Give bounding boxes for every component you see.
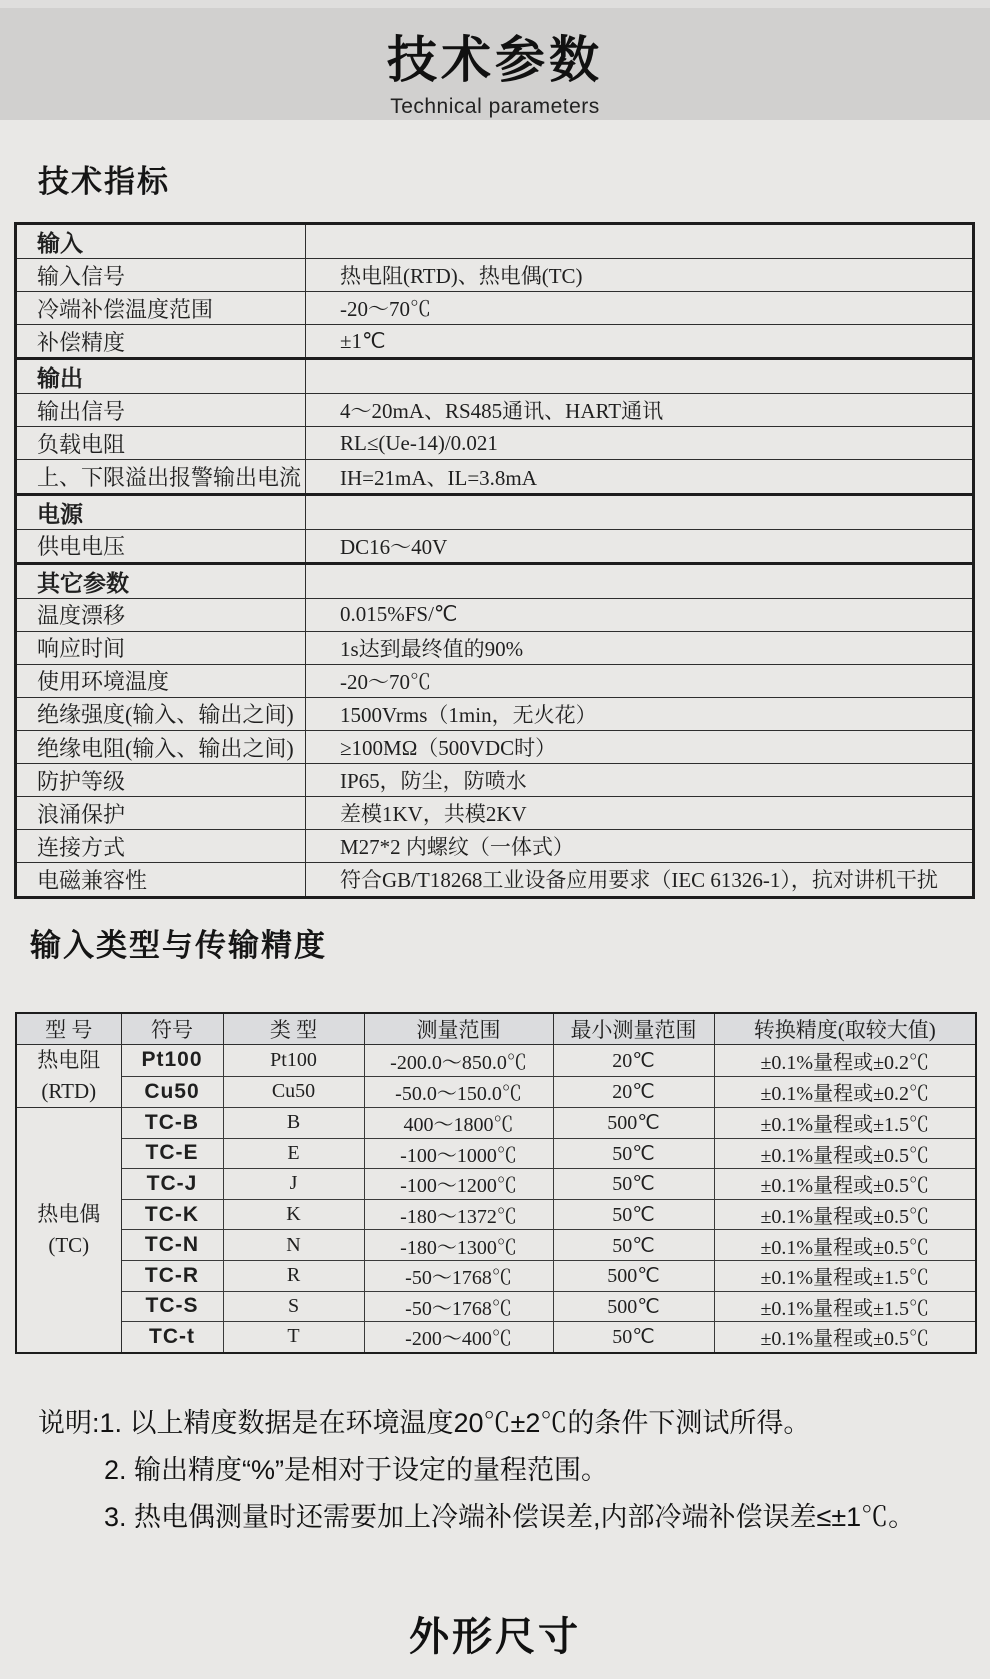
spec-label-cell: 输出信号 <box>16 394 306 427</box>
spec-label-cell: 补偿精度 <box>16 325 306 359</box>
types-range-cell: -50～1768℃ <box>364 1260 553 1291</box>
spec-row <box>16 764 974 797</box>
types-type-cell: K <box>223 1199 364 1230</box>
spec-value-cell: 符合GB/T18268工业设备应用要求（IEC 61326-1），抗对讲机干扰 <box>306 863 974 897</box>
types-min-cell: 50℃ <box>553 1322 714 1353</box>
spec-label-cell: 绝缘电阻(输入、输出之间) <box>16 731 306 764</box>
types-min-cell: 50℃ <box>553 1169 714 1200</box>
types-accuracy-cell: ±0.1%量程或±1.5℃ <box>714 1260 976 1291</box>
types-min-cell: 500℃ <box>553 1260 714 1291</box>
spec-label-cell: 绝缘强度(输入、输出之间) <box>16 697 306 730</box>
spec-label-cell: 输入 <box>16 224 306 259</box>
spec-table <box>14 222 975 899</box>
types-row <box>16 1169 976 1200</box>
types-range-cell: -100～1200℃ <box>364 1169 553 1200</box>
types-min-cell: 500℃ <box>553 1108 714 1139</box>
spec-value-cell: 热电阻(RTD)、热电偶(TC) <box>306 259 974 292</box>
types-accuracy-cell: ±0.1%量程或±0.5℃ <box>714 1169 976 1200</box>
types-min-cell: 50℃ <box>553 1138 714 1169</box>
top-strip <box>0 0 990 8</box>
types-symbol-cell: Cu50 <box>121 1076 223 1108</box>
types-range-cell: -200.0～850.0℃ <box>364 1045 553 1077</box>
spec-row <box>16 830 974 863</box>
types-symbol-cell: TC-K <box>121 1199 223 1230</box>
types-header-cell: 型 号 <box>16 1013 121 1045</box>
spec-label-cell: 输出 <box>16 359 306 394</box>
types-type-cell: T <box>223 1322 364 1353</box>
types-type-cell: J <box>223 1169 364 1200</box>
types-row <box>16 1291 976 1322</box>
types-row <box>16 1260 976 1291</box>
spec-value-cell: 4～20mA、RS485通讯、HART通讯 <box>306 394 974 427</box>
spec-row <box>16 863 974 897</box>
spec-value-cell: -20～70℃ <box>306 664 974 697</box>
spec-value-cell: -20～70℃ <box>306 292 974 325</box>
spec-label-cell: 上、下限溢出报警输出电流 <box>16 460 306 494</box>
types-header-cell: 转换精度(取较大值) <box>714 1013 976 1045</box>
types-model-line: 热电阻 <box>37 1048 101 1072</box>
spec-row <box>16 529 974 563</box>
types-symbol-cell: TC-E <box>121 1138 223 1169</box>
types-header-cell: 符号 <box>121 1013 223 1045</box>
spec-row <box>16 664 974 697</box>
footer-heading-dimensions: 外形尺寸 <box>409 1615 581 1659</box>
spec-label-cell: 电源 <box>16 494 306 529</box>
types-row <box>16 1108 976 1139</box>
spec-group-row <box>16 494 974 529</box>
types-min-cell: 500℃ <box>553 1291 714 1322</box>
types-type-cell: E <box>223 1138 364 1169</box>
spec-group-row <box>16 359 974 394</box>
types-symbol-cell: Pt100 <box>121 1045 223 1077</box>
spec-value-cell: 0.015%FS/℃ <box>306 598 974 631</box>
types-accuracy-cell: ±0.1%量程或±1.5℃ <box>714 1108 976 1139</box>
types-accuracy-cell: ±0.1%量程或±0.5℃ <box>714 1199 976 1230</box>
types-header-row <box>16 1013 976 1045</box>
spec-row <box>16 697 974 730</box>
spec-label-cell: 其它参数 <box>16 563 306 598</box>
types-range-cell: -50.0～150.0℃ <box>364 1076 553 1108</box>
section-heading-tech-specs: 技术指标 <box>38 164 170 199</box>
spec-row <box>16 460 974 494</box>
note-line: 2. 输出精度“%”是相对于设定的量程范围。 <box>104 1455 609 1485</box>
spec-label-cell: 响应时间 <box>16 631 306 664</box>
types-model-line: 热电偶 <box>37 1201 101 1226</box>
types-min-cell: 50℃ <box>553 1230 714 1261</box>
spec-label-cell: 温度漂移 <box>16 598 306 631</box>
spec-row <box>16 631 974 664</box>
spec-value-cell: IH=21mA、IL=3.8mA <box>306 460 974 494</box>
types-model-line: (TC) <box>48 1232 90 1257</box>
types-range-cell: -180～1300℃ <box>364 1230 553 1261</box>
notes-block <box>38 1400 948 1541</box>
types-type-cell: N <box>223 1230 364 1261</box>
types-type-cell: Pt100 <box>223 1045 364 1077</box>
types-header-cell: 最小测量范围 <box>553 1013 714 1045</box>
spec-row <box>16 394 974 427</box>
types-symbol-cell: TC-t <box>121 1322 223 1353</box>
types-symbol-cell: TC-B <box>121 1108 223 1139</box>
types-type-cell: S <box>223 1291 364 1322</box>
page-title: 技术参数 <box>387 32 603 88</box>
types-accuracy-cell: ±0.1%量程或±0.5℃ <box>714 1138 976 1169</box>
spec-label-cell: 使用环境温度 <box>16 664 306 697</box>
spec-value-cell <box>306 494 974 529</box>
spec-row <box>16 292 974 325</box>
spec-label-cell: 防护等级 <box>16 764 306 797</box>
title-banner <box>0 8 990 120</box>
spec-value-cell <box>306 563 974 598</box>
types-symbol-cell: TC-N <box>121 1230 223 1261</box>
input-types-table <box>15 1012 977 1354</box>
types-range-cell: -50～1768℃ <box>364 1291 553 1322</box>
spec-value-cell: 1s达到最终值的90% <box>306 631 974 664</box>
types-type-cell: B <box>223 1108 364 1139</box>
types-range-cell: -180～1372℃ <box>364 1199 553 1230</box>
section-heading-input-types: 输入类型与传输精度 <box>30 928 327 963</box>
types-accuracy-cell: ±0.1%量程或±0.2℃ <box>714 1045 976 1077</box>
types-accuracy-cell: ±0.1%量程或±1.5℃ <box>714 1291 976 1322</box>
spec-value-cell: 1500Vrms（1min，无火花） <box>306 697 974 730</box>
spec-value-cell: IP65，防尘，防喷水 <box>306 764 974 797</box>
spec-label-cell: 供电电压 <box>16 529 306 563</box>
types-row <box>16 1230 976 1261</box>
spec-row <box>16 731 974 764</box>
spec-group-row <box>16 563 974 598</box>
types-model-cell <box>16 1045 121 1108</box>
types-model-cell <box>16 1108 121 1353</box>
spec-row <box>16 797 974 830</box>
spec-value-cell: RL≤(Ue-14)/0.021 <box>306 427 974 460</box>
spec-label-cell: 冷端补偿温度范围 <box>16 292 306 325</box>
spec-label-cell: 连接方式 <box>16 830 306 863</box>
types-range-cell: 400～1800℃ <box>364 1108 553 1139</box>
spec-value-cell: ±1℃ <box>306 325 974 359</box>
spec-row <box>16 598 974 631</box>
types-symbol-cell: TC-S <box>121 1291 223 1322</box>
spec-label-cell: 输入信号 <box>16 259 306 292</box>
spec-row <box>16 259 974 292</box>
types-symbol-cell: TC-J <box>121 1169 223 1200</box>
spec-value-cell: DC16～40V <box>306 529 974 563</box>
types-accuracy-cell: ±0.1%量程或±0.2℃ <box>714 1076 976 1108</box>
types-row <box>16 1199 976 1230</box>
spec-label-cell: 负载电阻 <box>16 427 306 460</box>
types-row <box>16 1045 976 1077</box>
types-min-cell: 20℃ <box>553 1045 714 1077</box>
spec-row <box>16 325 974 359</box>
spec-row <box>16 427 974 460</box>
note-line: 说明:1. 以上精度数据是在环境温度20℃±2℃的条件下测试所得。 <box>38 1408 811 1438</box>
spec-value-cell: 差模1KV，共模2KV <box>306 797 974 830</box>
types-type-cell: Cu50 <box>223 1076 364 1108</box>
spec-value-cell: ≥100MΩ（500VDC时） <box>306 731 974 764</box>
types-min-cell: 20℃ <box>553 1076 714 1108</box>
spec-label-cell: 浪涌保护 <box>16 797 306 830</box>
spec-value-cell: M27*2 内螺纹（一体式） <box>306 830 974 863</box>
types-range-cell: -200～400℃ <box>364 1322 553 1353</box>
types-row <box>16 1138 976 1169</box>
spec-value-cell <box>306 359 974 394</box>
types-range-cell: -100～1000℃ <box>364 1138 553 1169</box>
spec-label-cell: 电磁兼容性 <box>16 863 306 897</box>
types-symbol-cell: TC-R <box>121 1260 223 1291</box>
notes-list <box>38 1400 948 1541</box>
types-header-cell: 类 型 <box>223 1013 364 1045</box>
note-line: 3. 热电偶测量时还需要加上冷端补偿误差,内部冷端补偿误差≤±1℃。 <box>104 1502 916 1532</box>
spec-group-row <box>16 224 974 259</box>
types-header-cell: 测量范围 <box>364 1013 553 1045</box>
spec-table-body <box>16 224 974 898</box>
types-model-line: (RTD) <box>41 1079 97 1103</box>
types-min-cell: 50℃ <box>553 1199 714 1230</box>
types-row <box>16 1322 976 1353</box>
types-row <box>16 1076 976 1108</box>
types-accuracy-cell: ±0.1%量程或±0.5℃ <box>714 1322 976 1353</box>
types-table-body <box>16 1045 976 1353</box>
page-subtitle: Technical parameters <box>390 95 600 118</box>
spec-value-cell <box>306 224 974 259</box>
types-type-cell: R <box>223 1260 364 1291</box>
types-accuracy-cell: ±0.1%量程或±0.5℃ <box>714 1230 976 1261</box>
